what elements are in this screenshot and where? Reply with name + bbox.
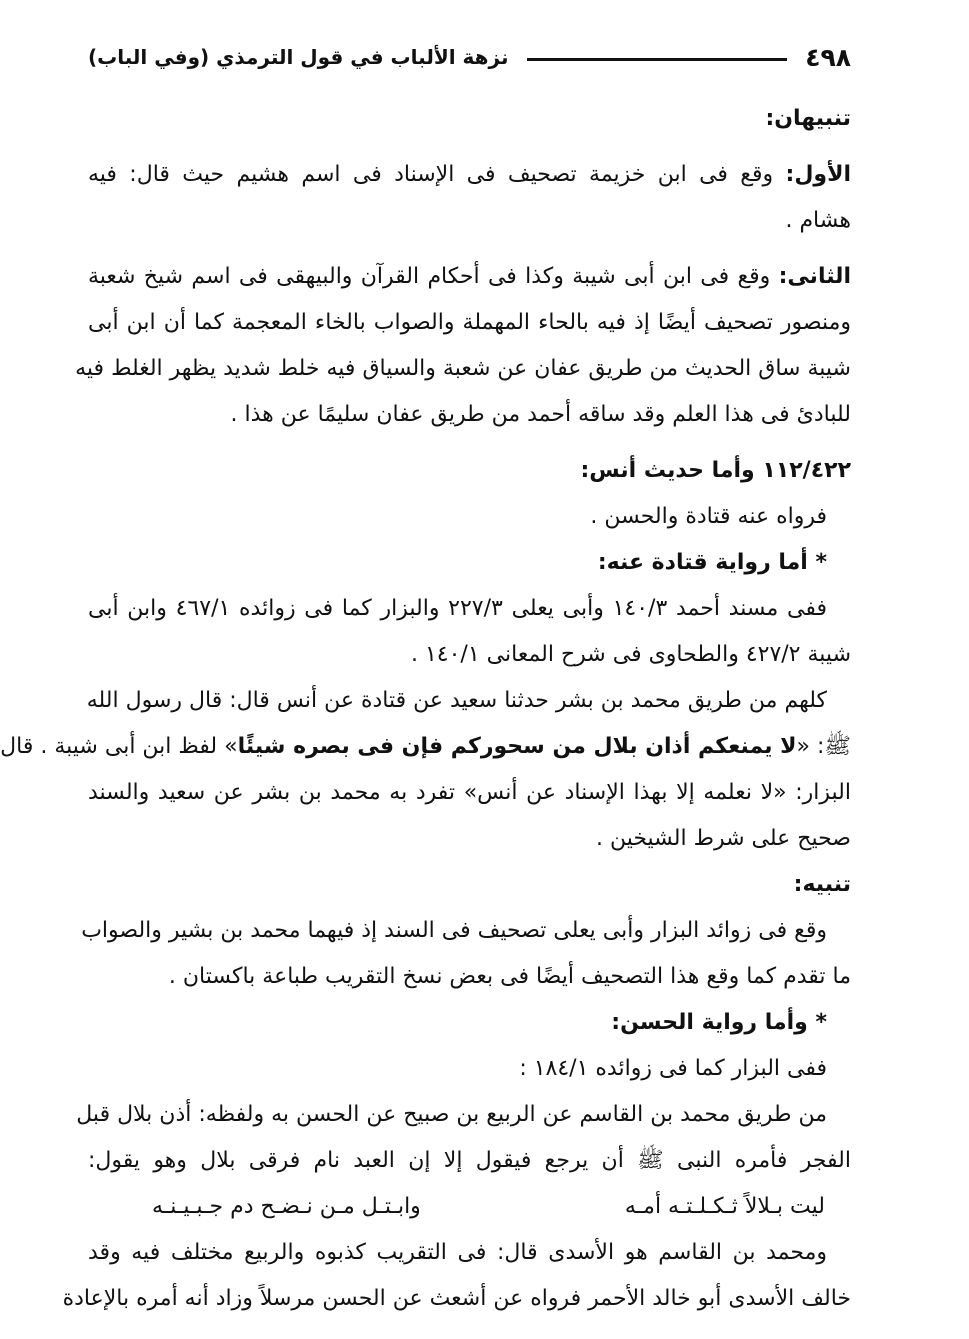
subsection-heading: * وأما رواية الحسن: [611,1010,827,1035]
book-page [0,22,851,1339]
section-heading: تنبيهان: [765,106,851,131]
paragraph-line: ومنصور تصحيف أيضًا إذ فيه بالحاء المهملة والصواب بالخاء المعجمة كما أن ابن أبى [88,310,851,335]
paragraph-line: شيبة ساق الحديث من طريق عفان عن شعبة والسياق فيه خلط شديد يظهر الغلط فيه [75,356,851,381]
paragraph-line: ما تقدم كما وقع هذا التصحيف أيضًا فى بعض نسخ التقريب طباعة باكستان . [168,964,851,989]
paragraph-line: شيبة ٤٢٧/٢ والطحاوى فى شرح المعانى ١٤٠/١ . [410,642,851,667]
section-heading: تنبيه: [793,872,851,897]
running-title: نزهة الألباب في قول الترمذي (وفي الباب) [88,45,509,69]
verse-second-hemistich: وابـتـل مـن نـضـح دم جـبـيـنـه [152,1194,421,1219]
paragraph-line [0,724,851,770]
subsection-heading: * أما رواية قتادة عنه: [597,550,827,575]
paragraph-line: الفجر فأمره النبى ﷺ أن يرجع فيقول إلا إن العبد نام فرقى بلال وهو يقول: [88,1148,851,1173]
page-number: ٤٩٨ [805,42,851,72]
poetry-verse [88,1184,851,1230]
paragraph-text: وقع فى ابن أبى شيبة وكذا فى أحكام القرآن والبيهقى فى اسم شيخ شعبة [88,264,771,289]
header-rule [527,58,788,61]
verse-first-hemistich: ليت بـلالاً ثـكـلـتـه أمـه [624,1194,825,1219]
paragraph-line: ففى البزار كما فى زوائده ١٨٤/١ : [519,1056,827,1081]
hadith-heading: ١١٢/٤٢٢ وأما حديث أنس: [580,458,851,483]
quote-open: ﷺ: « [796,734,851,759]
paragraph-line: للبادئ فى هذا العلم وقد ساقه أحمد من طريق عفان سليمًا عن هذا . [230,402,851,427]
paragraph-line [88,254,851,300]
paragraph-line: البزار: «لا نعلمه إلا بهذا الإسناد عن أنس» تفرد به محمد بن بشر عن سعيد والسند [88,780,851,805]
page-body [0,96,851,1322]
paragraph-line: وقع فى زوائد البزار وأبى يعلى تصحيف فى السند إذ فيهما محمد بن بشير والصواب [81,918,827,943]
paragraph-line: ومحمد بن القاسم هو الأسدى قال: فى التقريب كذبوه والربيع مختلف فيه وقد [88,1240,827,1265]
paragraph-line: من طريق محمد بن القاسم عن الربيع بن صبيح عن الحسن به ولفظه: أذن بلال قبل [76,1102,827,1127]
paragraph-line [88,152,851,198]
paragraph-line: فرواه عنه قتادة والحسن . [590,504,827,529]
paragraph-label: الثانى: [778,264,851,289]
page-header [88,22,851,92]
paragraph-line: خالف الأسدى أبو خالد الأحمر فرواه عن أشعث عن الحسن مرسلاً وزاد أنه أمره بالإعادة [62,1286,851,1311]
paragraph-line: هشام . [785,208,851,233]
quote-close: » لفظ ابن أبى شيبة . قال [0,734,238,759]
paragraph-line: كلهم من طريق محمد بن بشر حدثنا سعيد عن قتادة عن أنس قال: قال رسول الله [86,688,827,713]
paragraph-line: ففى مسند أحمد ١٤٠/٣ وأبى يعلى ٢٢٧/٣ والبزار كما فى زوائده ٤٦٧/١ وابن أبى [88,596,827,621]
paragraph-label: الأول: [785,162,851,187]
paragraph-line: صحيح على شرط الشيخين . [595,826,851,851]
paragraph-text: وقع فى ابن خزيمة تصحيف فى الإسناد فى اسم هشيم حيث قال: فيه [88,162,774,187]
hadith-quote: لا يمنعكم أذان بلال من سحوركم فإن فى بصره شيئًا [237,734,797,759]
